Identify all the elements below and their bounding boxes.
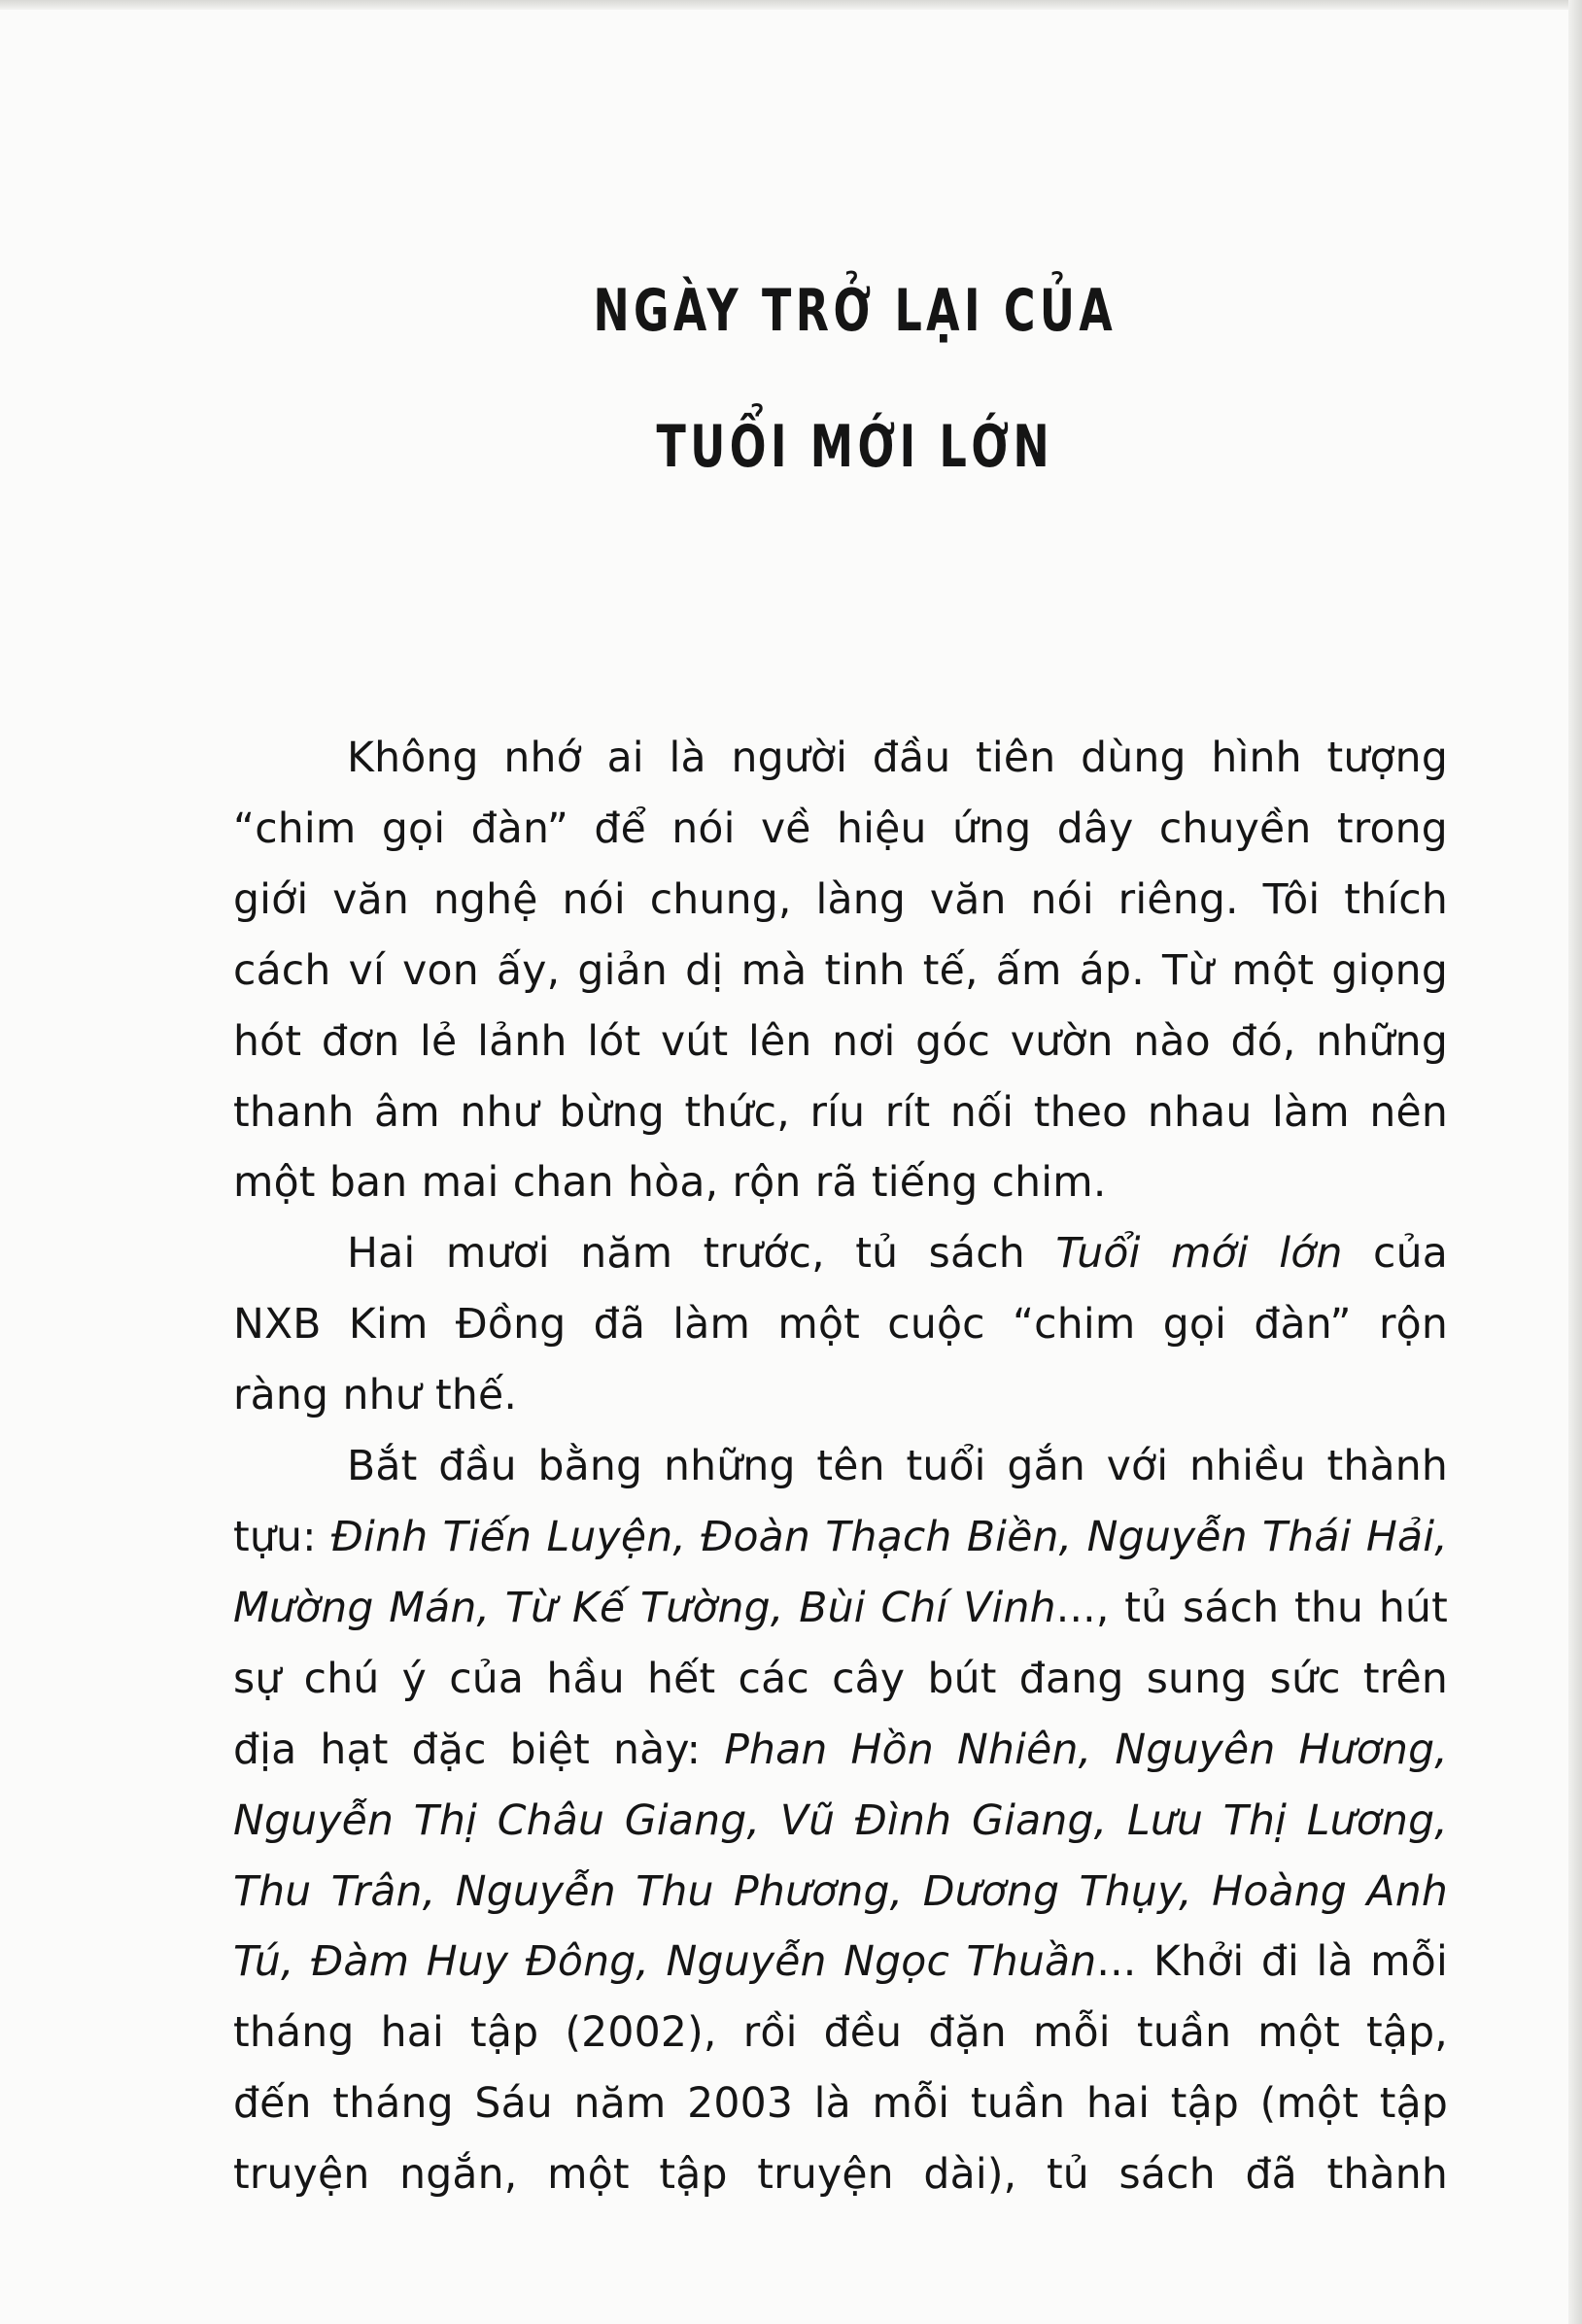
paragraph-1 bbox=[233, 724, 1448, 1219]
text-line: ràng như thế. bbox=[233, 1372, 518, 1420]
text-line: một ban mai chan hòa, rộn rã tiếng chim. bbox=[233, 1159, 1107, 1208]
text-line: NXB Kim Đồng đã làm một cuộc “chim gọi đàn” rộn bbox=[233, 1301, 1448, 1350]
text-line: giới văn nghệ nói chung, làng văn nói riêng. Tôi thích bbox=[233, 875, 1448, 924]
text-line: thanh âm như bừng thức, ríu rít nối theo nhau làm nên bbox=[233, 1088, 1448, 1137]
text-run: ..., tủ sách thu hút bbox=[1055, 1584, 1448, 1632]
text-run: ... Khởi đi là mỗi bbox=[1096, 1938, 1448, 1987]
chapter-title bbox=[392, 243, 1290, 515]
chapter-title-line-2: TUỔI MỚI LỚN bbox=[656, 413, 1054, 481]
scan-edge-right bbox=[1568, 0, 1582, 2324]
text-line bbox=[233, 1716, 1448, 1787]
text-line: Không nhớ ai là người đầu tiên dùng hình tượng bbox=[347, 735, 1448, 782]
author-names: Mường Mán, Từ Kế Tường, Bùi Chí Vinh bbox=[233, 1584, 1056, 1632]
author-names: Đinh Tiến Luyện, Đoàn Thạch Biền, Nguyễn Thái Hải, bbox=[330, 1513, 1448, 1561]
text-line bbox=[233, 1858, 1448, 1929]
text-line: truyện ngắn, một tập truyện dài), tủ sách đã thành bbox=[233, 2151, 1448, 2200]
author-names: Tú, Đàm Huy Đông, Nguyễn Ngọc Thuần bbox=[233, 1938, 1097, 1987]
text-line bbox=[233, 1574, 1448, 1645]
author-names: Thu Trân, Nguyễn Thu Phương, Dương Thụy, Hoàng Anh bbox=[233, 1867, 1448, 1916]
text-run: Hai mươi năm trước, tủ sách bbox=[347, 1230, 1056, 1279]
text-run: địa hạt đặc biệt này: bbox=[233, 1726, 725, 1774]
text-line bbox=[233, 1928, 1448, 1999]
chapter-title-line-1: NGÀY TRỞ LẠI CỦA bbox=[593, 277, 1118, 345]
text-line: hót đơn lẻ lảnh lót vút lên nơi góc vườn nào đó, những bbox=[233, 1017, 1448, 1066]
paragraph-2 bbox=[233, 1219, 1448, 1432]
text-line bbox=[233, 1219, 1448, 1290]
text-line: Bắt đầu bằng những tên tuổi gắn với nhiều thành bbox=[347, 1443, 1448, 1491]
text-line: sự chú ý của hầu hết các cây bút đang sung sức trên bbox=[233, 1655, 1448, 1703]
text-line: cách ví von ấy, giản dị mà tinh tế, ấm áp. Từ một giọng bbox=[233, 946, 1448, 995]
text-line: “chim gọi đàn” để nói về hiệu ứng dây chuyền trong bbox=[233, 804, 1448, 853]
chapter-body bbox=[233, 724, 1448, 2211]
author-names: Nguyễn Thị Châu Giang, Vũ Đình Giang, Lưu Thị Lương, bbox=[233, 1796, 1448, 1845]
paragraph-3 bbox=[233, 1432, 1448, 2211]
author-names: Phan Hồn Nhiên, Nguyên Hương, bbox=[724, 1726, 1448, 1774]
text-run: của bbox=[1342, 1230, 1448, 1279]
text-line bbox=[233, 1503, 1448, 1574]
book-page bbox=[233, 243, 1448, 2211]
text-line: đến tháng Sáu năm 2003 là mỗi tuần hai tập (một tập bbox=[233, 2080, 1448, 2129]
text-line: tháng hai tập (2002), rồi đều đặn mỗi tuần một tập, bbox=[233, 2009, 1448, 2058]
text-line bbox=[233, 1787, 1448, 1858]
book-series-name: Tuổi mới lớn bbox=[1055, 1230, 1343, 1279]
scan-edge-top bbox=[0, 0, 1582, 10]
text-run: tựu: bbox=[233, 1513, 331, 1561]
